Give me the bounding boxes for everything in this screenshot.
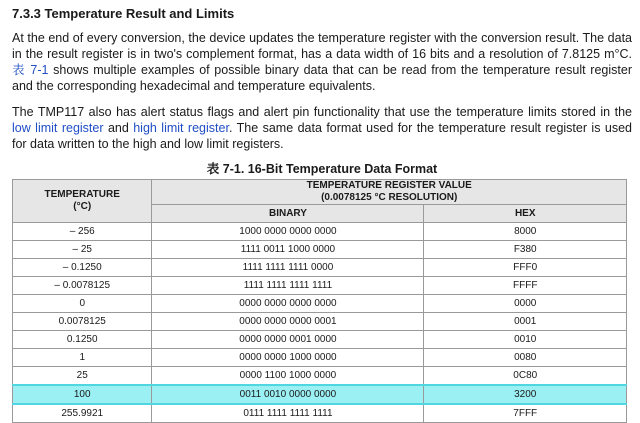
table-row	[13, 259, 627, 277]
cell-hex: 0010	[424, 331, 627, 349]
high-limit-register-link[interactable]: high limit register	[133, 121, 229, 135]
table-row	[13, 295, 627, 313]
table-row	[13, 404, 627, 423]
cell-binary: 0111 1111 1111 1111	[152, 404, 424, 423]
cell-binary: 0000 0000 1000 0000	[152, 349, 424, 367]
cell-binary: 1000 0000 0000 0000	[152, 223, 424, 241]
cell-temperature: – 256	[13, 223, 152, 241]
cell-temperature: 1	[13, 349, 152, 367]
cell-temperature: – 25	[13, 241, 152, 259]
table-body	[13, 223, 627, 423]
cell-temperature: 25	[13, 367, 152, 386]
cell-temperature: – 0.0078125	[13, 277, 152, 295]
low-limit-register-link[interactable]: low limit register	[12, 121, 104, 135]
header-register-resolution: (0.0078125 °C RESOLUTION)	[321, 192, 458, 203]
cell-binary: 0000 0000 0001 0000	[152, 331, 424, 349]
header-binary: BINARY	[152, 205, 424, 223]
table-row	[13, 313, 627, 331]
cell-binary: 0000 0000 0000 0000	[152, 295, 424, 313]
cell-hex: 0000	[424, 295, 627, 313]
cell-binary: 0011 0010 0000 0000	[152, 385, 424, 404]
cell-temperature: 0.0078125	[13, 313, 152, 331]
cell-hex: 0001	[424, 313, 627, 331]
paragraph-text: At the end of every conversion, the device updates the temperature register with the conversion result. The data in the result register is in two's complement format, has a data width of 16 bits and a resolution of 7.8125 m°C.	[12, 31, 632, 61]
table-row	[13, 223, 627, 241]
table-7-1-link[interactable]: 表 7-1	[12, 63, 49, 77]
table-row	[13, 367, 627, 386]
header-temperature-label: TEMPERATURE	[44, 189, 120, 200]
cell-temperature: 100	[13, 385, 152, 404]
paragraph-text: shows multiple examples of possible binary data that can be read from the temperature result register and the corresponding hexadecimal and temperature equivalents.	[12, 63, 632, 93]
cell-binary: 1111 1111 1111 0000	[152, 259, 424, 277]
section-title: 7.3.3 Temperature Result and Limits	[12, 6, 235, 21]
table-caption: 表 7-1. 16-Bit Temperature Data Format	[206, 162, 438, 176]
header-temperature	[13, 180, 152, 223]
paragraph-alert-limits	[12, 104, 632, 152]
cell-hex: FFFF	[424, 277, 627, 295]
cell-hex: F380	[424, 241, 627, 259]
cell-temperature: 0.1250	[13, 331, 152, 349]
header-temperature-unit: (°C)	[73, 201, 92, 212]
paragraph-text: . The same data format used for the temperature result register is used for data written to the high and low limit registers.	[12, 121, 632, 151]
header-register-label: TEMPERATURE REGISTER VALUE	[306, 180, 472, 191]
cell-hex: FFF0	[424, 259, 627, 277]
cell-temperature: – 0.1250	[13, 259, 152, 277]
cell-hex: 3200	[424, 385, 627, 404]
paragraph-text: The TMP117 also has alert status flags and alert pin functionality that use the temperature limits stored in the	[12, 105, 632, 119]
cell-temperature: 0	[13, 295, 152, 313]
paragraph-text: and	[103, 121, 134, 135]
cell-binary: 0000 1100 1000 0000	[152, 367, 424, 386]
table-row-highlighted	[13, 385, 627, 404]
cell-hex: 0080	[424, 349, 627, 367]
cell-binary: 0000 0000 0000 0001	[152, 313, 424, 331]
cell-hex: 0C80	[424, 367, 627, 386]
cell-temperature: 255.9921	[13, 404, 152, 423]
header-register-value	[152, 180, 627, 205]
temperature-data-table	[12, 179, 627, 423]
cell-hex: 8000	[424, 223, 627, 241]
document-page	[12, 6, 632, 423]
table-row	[13, 331, 627, 349]
cell-binary: 1111 0011 1000 0000	[152, 241, 424, 259]
paragraph-result-register	[12, 30, 632, 94]
table-row	[13, 277, 627, 295]
header-hex: HEX	[424, 205, 627, 223]
table-row	[13, 241, 627, 259]
cell-binary: 1111 1111 1111 1111	[152, 277, 424, 295]
table-row	[13, 349, 627, 367]
cell-hex: 7FFF	[424, 404, 627, 423]
